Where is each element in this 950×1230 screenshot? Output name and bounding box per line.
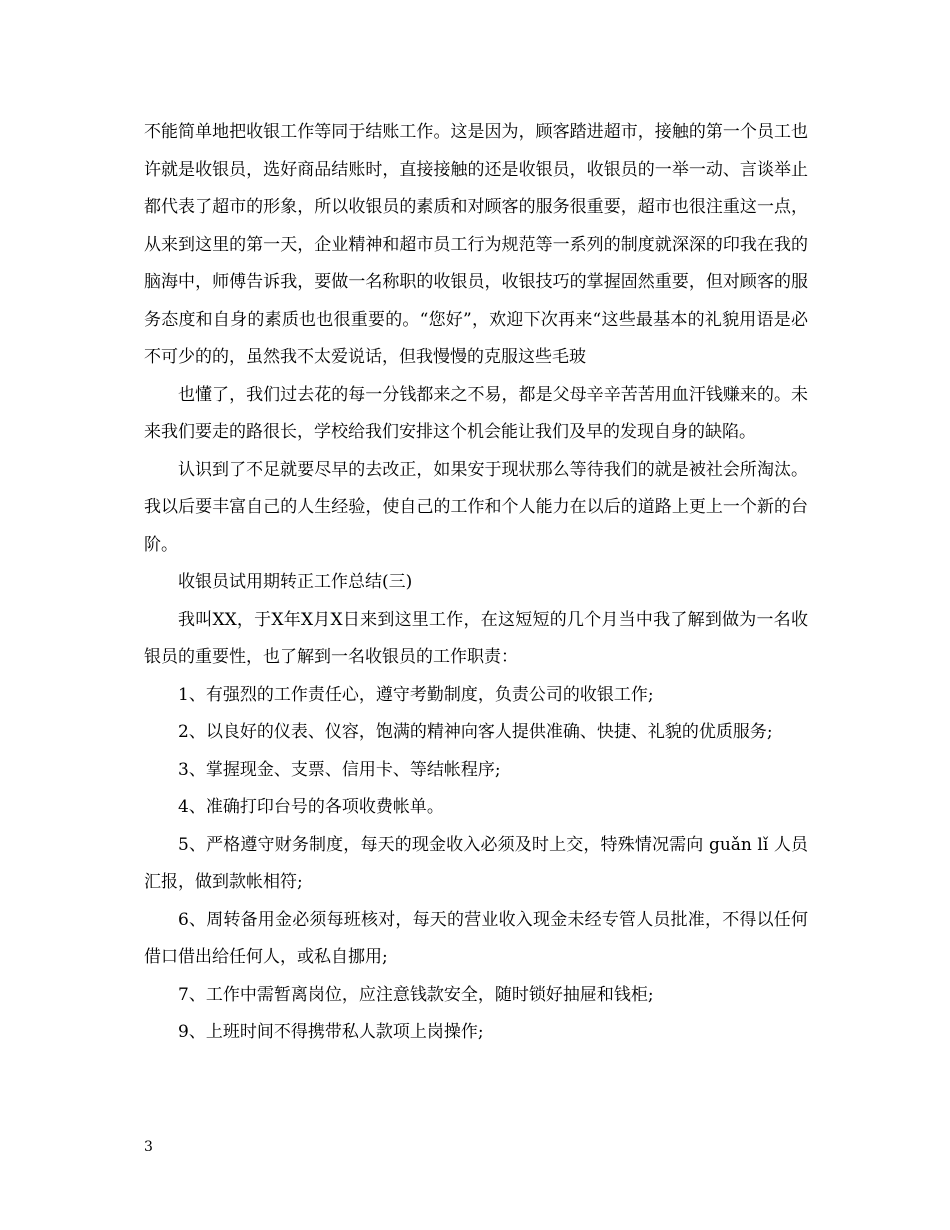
duty-item-3: 3、掌握现金、支票、信用卡、等结帐程序; bbox=[178, 759, 501, 780]
page-number: 3 bbox=[144, 1139, 153, 1155]
duty-item-6: 6、周转备用金必须每班核对，每天的营业收入现金未经专管人员批准，不得以任何借口借出给任何人，或私自挪用; bbox=[144, 909, 808, 967]
duty-item-5: 5、严格遵守财务制度，每天的现金收入必须及时上交，特殊情况需向 guǎn lǐ 人员汇报，做到款帐相符; bbox=[144, 834, 808, 892]
section-heading: 收银员试用期转正工作总结(三) bbox=[178, 572, 413, 592]
paragraph-2: 也懂了，我们过去花的每一分钱都来之不易，都是父母辛辛苦苦用血汗钱赚来的。未来我们要走的路很长，学校给我们安排这个机会能让我们及早的发现自身的缺陷。 bbox=[144, 384, 808, 442]
duty-item-9: 9、上班时间不得携带私人款项上岗操作; bbox=[178, 1022, 484, 1042]
document-body bbox=[144, 114, 808, 1052]
paragraph-3: 认识到了不足就要尽早的去改正，如果安于现状那么等待我们的就是被社会所淘汰。我以后要丰富自己的人生经验，使自己的工作和个人能力在以后的道路上更上一个新的台阶。 bbox=[144, 459, 808, 555]
duty-item-7: 7、工作中需暂离岗位，应注意钱款安全，随时锁好抽屉和钱柜; bbox=[178, 984, 654, 1005]
paragraph-1: 不能简单地把收银工作等同于结账工作。这是因为，顾客踏进超市，接触的第一个员工也许就是收银员，选好商品结账时，直接接触的还是收银员，收银员的一举一动、言谈举止都代表了超市的形象，所以收银员的素质和对顾客的服务很重要，超市也很注重这一点，从来到这里的第一天，企业精神和超市员工行为规范等一系列的制度就深深的印我在我的脑海中，师傅告诉我，要做一名称职的收银员，收银技巧的掌握固然重要，但对顾客的服务态度和自身的素质也也很重要的。“您好”，欢迎下次再来“这些最基本的礼貌用语是必不可少的的，虽然我不太爱说话，但我慢慢的克服这些毛玻 bbox=[144, 122, 808, 367]
duty-item-2: 2、以良好的仪表、仪容，饱满的精神向客人提供准确、快捷、礼貌的优质服务; bbox=[178, 722, 773, 742]
paragraph-intro: 我叫XX，于X年X月X日来到这里工作，在这短短的几个月当中我了解到做为一名收银员的重要性，也了解到一名收银员的工作职责： bbox=[144, 609, 808, 667]
duty-item-4: 4、准确打印台号的各项收费帐单。 bbox=[178, 797, 444, 817]
duty-item-1: 1、有强烈的工作责任心，遵守考勤制度，负责公司的收银工作; bbox=[178, 684, 654, 705]
